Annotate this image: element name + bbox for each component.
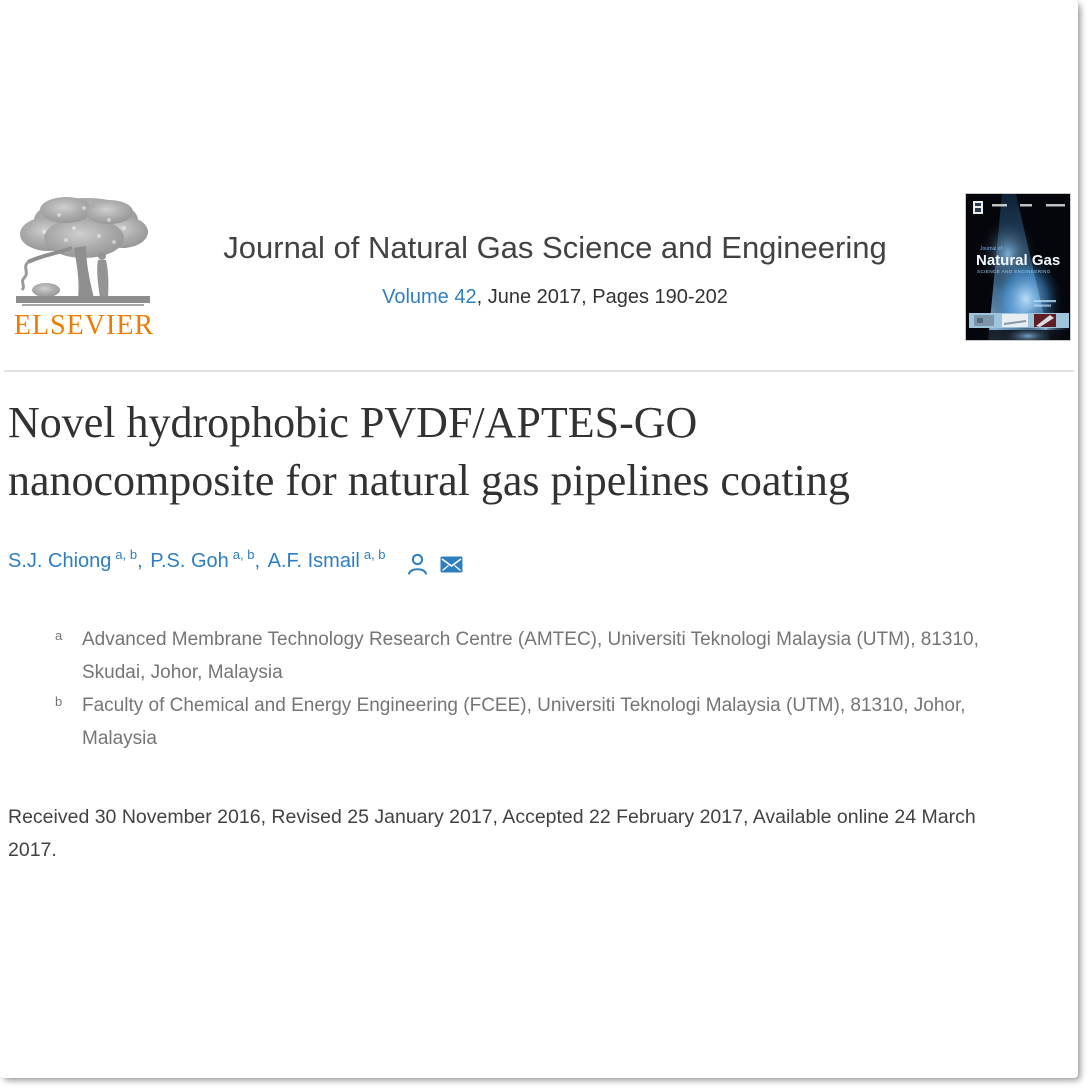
elsevier-tree-icon bbox=[14, 190, 154, 308]
affiliation-a-line2: Skudai, Johor, Malaysia bbox=[82, 662, 283, 683]
affiliation-a-line1: Advanced Membrane Technology Research Centre (AMTEC), Universiti Teknologi Malaysia (UTM), 81310, bbox=[82, 629, 979, 650]
cover-title-text: Natural Gas bbox=[976, 252, 1061, 269]
author-2-name[interactable]: P.S. Goh bbox=[150, 550, 229, 572]
article-title-line2: nanocomposite for natural gas pipelines coating bbox=[8, 456, 850, 505]
author-3[interactable] bbox=[267, 547, 386, 572]
author-list bbox=[8, 547, 1008, 576]
issue-info: , June 2017, Pages 190-202 bbox=[476, 286, 728, 308]
author-profile-icon[interactable] bbox=[407, 553, 428, 576]
affiliation-b-line2: Malaysia bbox=[82, 728, 157, 749]
email-envelope-icon[interactable] bbox=[440, 556, 463, 573]
affiliation-list bbox=[55, 623, 1045, 755]
article-dates-line2: 2017. bbox=[8, 839, 57, 861]
journal-banner bbox=[150, 228, 960, 310]
author-separator: , bbox=[137, 550, 149, 572]
article-title bbox=[8, 394, 1058, 510]
affiliation-b bbox=[55, 689, 1045, 755]
header-divider bbox=[4, 370, 1074, 372]
journal-title-link[interactable]: Journal of Natural Gas Science and Engineering bbox=[223, 230, 887, 265]
author-3-affil-sup: a, b bbox=[363, 547, 386, 562]
affiliation-b-label: b bbox=[55, 694, 63, 709]
author-2[interactable] bbox=[150, 547, 267, 572]
journal-issue-line bbox=[150, 284, 960, 310]
author-3-name[interactable]: A.F. Ismail bbox=[267, 550, 360, 572]
author-2-affil-sup: a, b bbox=[232, 547, 255, 562]
volume-link[interactable]: Volume 42 bbox=[382, 286, 477, 308]
article-dates-line1: Received 30 November 2016, Revised 25 January 2017, Accepted 22 February 2017, Available online 24 March bbox=[8, 806, 976, 828]
affiliation-a-label: a bbox=[55, 628, 63, 643]
article-dates bbox=[8, 801, 1048, 867]
author-1[interactable] bbox=[8, 547, 150, 572]
elsevier-wordmark: ELSEVIER bbox=[13, 310, 155, 341]
article-title-line1: Novel hydrophobic PVDF/APTES-GO bbox=[8, 398, 698, 447]
author-1-affil-sup: a, b bbox=[115, 547, 138, 562]
cover-subtitle-text: SCIENCE AND ENGINEERING bbox=[977, 269, 1051, 274]
cover-art bbox=[966, 194, 1071, 341]
journal-cover-image[interactable] bbox=[965, 193, 1071, 341]
author-1-name[interactable]: S.J. Chiong bbox=[8, 550, 112, 572]
author-separator: , bbox=[254, 550, 266, 572]
affiliation-a bbox=[55, 623, 1045, 689]
author-action-icons bbox=[401, 553, 463, 576]
affiliation-b-line1: Faculty of Chemical and Energy Engineering (FCEE), Universiti Teknologi Malaysia (UTM), 81310, Johor, bbox=[82, 695, 966, 716]
cover-journal-of-text: Journal of bbox=[980, 246, 1002, 252]
elsevier-logo bbox=[8, 190, 160, 342]
